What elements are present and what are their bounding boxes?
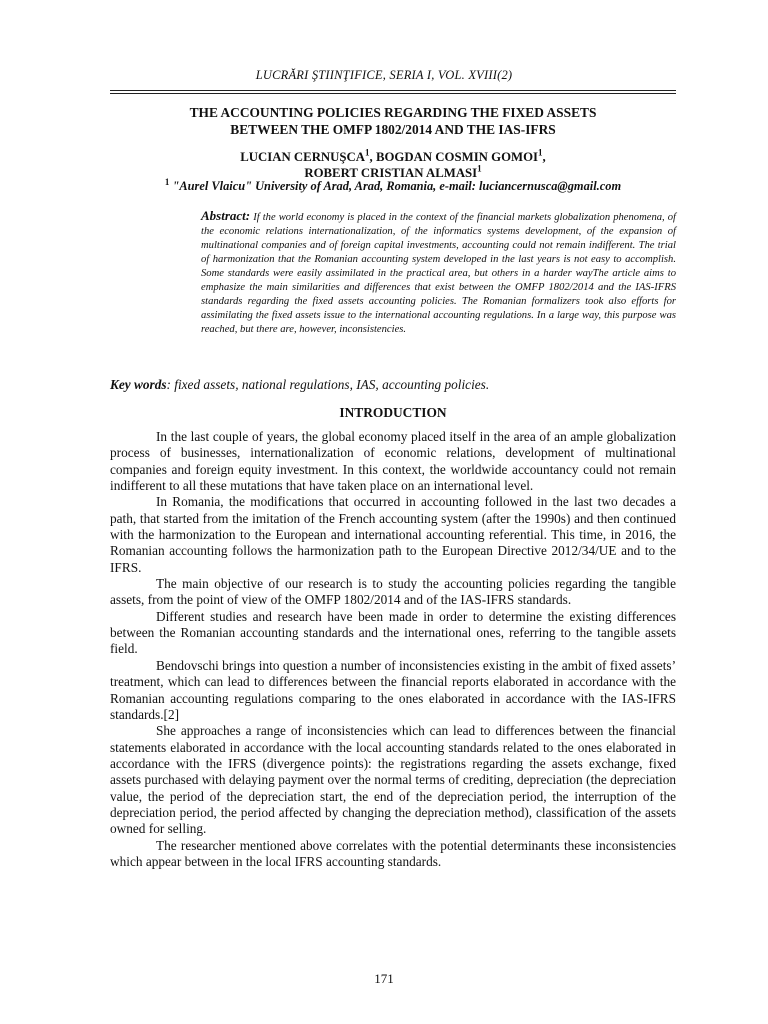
author-separator: , xyxy=(369,150,373,164)
affiliation-marker: 1 xyxy=(164,176,170,187)
keywords-label: Key words xyxy=(110,377,167,392)
author-separator: , xyxy=(542,150,546,164)
paragraph: The main objective of our research is to study the accounting policies regarding the tangible assets, from the point of view of the OMFP 1802/2014 and of the IAS-IFRS standards. xyxy=(110,576,676,608)
abstract-text: If the world economy is placed in the context of the financial markets globalization phenomena, of the economic relations internationalization, of the informatics systems development, of the expansion of multinational companies and of foreign capital investments, accounting could not remain indifferent. The trial of harmonization that the Romanian accounting system developed in the last years is not easy to accomplish. Some standards were easily assimilated in the practical area, but others in a harder wayThe article aims to emphasize the main similarities and differences that exist between the OMFP 1802/2014 and the IAS-IFRS standards regarding the fixed assets accounting policies. The Romanian formalizers took also efforts for assimilating the fixed assets issue to the international accounting regulations. In a large way, this purpose was reached, but there are, however, inconsistencies. xyxy=(201,212,676,335)
paragraph: She approaches a range of inconsistencies which can lead to differences between the financial statements elaborated in accordance with the local accounting standards related to the ones elaborated in accordance with the IFRS (divergence points): the registrations regarding the assets exchange, fixed assets purchased with delaying payment over the normal terms of crediting, depreciation (the depreciation value, the period of the depreciation start, the end of the depreciation period, the interruption of the depreciation period, the period affected by changing the depreciation method), classification of the assets owned for selling. xyxy=(110,723,676,837)
paragraph: In Romania, the modifications that occurred in accounting followed in the last two decades a path, that started from the imitation of the French accounting system (after the 1990s) and then continued with the harmonization to the European and international accounting referential. This time, in 2016, the Romanian accounting follows the harmonization path to the European Directive 2012/34/UE and to the IFRS. xyxy=(110,494,676,575)
body-text xyxy=(110,429,676,870)
affiliation-text: "Aurel Vlaicu" University of Arad, Arad, Romania, e-mail: luciancernusca@gmail.com xyxy=(172,179,622,193)
author-name: ROBERT CRISTIAN ALMASI xyxy=(304,165,478,180)
author-line-1 xyxy=(110,147,676,166)
title-line-2: BETWEEN THE OMFP 1802/2014 AND THE IAS-IFRS xyxy=(230,122,556,137)
paragraph: Different studies and research have been made in order to determine the existing differences between the Romanian accounting standards and the international ones, referring to the tangible assets field. xyxy=(110,608,676,657)
keywords-text: : fixed assets, national regulations, IAS, accounting policies. xyxy=(166,377,490,392)
keywords xyxy=(110,377,676,393)
affiliation xyxy=(110,176,676,194)
abstract xyxy=(201,209,676,337)
paragraph: In the last couple of years, the global economy placed itself in the area of an ample globalization process of businesses, internationalization of economic relations, development of multinational companies and foreign equity investment. In this context, the worldwide accountancy could not remain indifferent to all these mutations that have taken place on an international level. xyxy=(110,429,676,494)
affiliation-marker: 1 xyxy=(477,163,482,174)
affiliation-marker: 1 xyxy=(365,147,370,158)
section-heading: INTRODUCTION xyxy=(339,405,447,420)
paper-title xyxy=(110,104,676,138)
page-number: 171 xyxy=(374,971,394,986)
author-list xyxy=(110,147,676,181)
running-header: LUCRĂRI ŞTIINŢIFICE, SERIA I, VOL. XVIII(2) xyxy=(255,68,513,82)
affiliation-marker: 1 xyxy=(538,147,543,158)
paragraph: The researcher mentioned above correlates with the potential determinants these inconsistencies which appear between in the local IFRS accounting standards. xyxy=(110,837,676,869)
abstract-label: Abstract: xyxy=(201,208,251,223)
author-name: LUCIAN CERNUŞCA xyxy=(240,150,366,164)
author-name: BOGDAN COSMIN GOMOI xyxy=(375,150,539,164)
paragraph: Bendovschi brings into question a number of inconsistencies existing in the ambit of fixed assets’ treatment, which can lead to differences between the financial reports elaborated in accordance with the Romanian accounting regulations comparing to the ones elaborated in accordance with the IAS-IFRS standards.[2] xyxy=(110,657,676,722)
title-line-1: THE ACCOUNTING POLICIES REGARDING THE FIXED ASSETS xyxy=(189,105,597,120)
header-rule xyxy=(110,90,676,94)
